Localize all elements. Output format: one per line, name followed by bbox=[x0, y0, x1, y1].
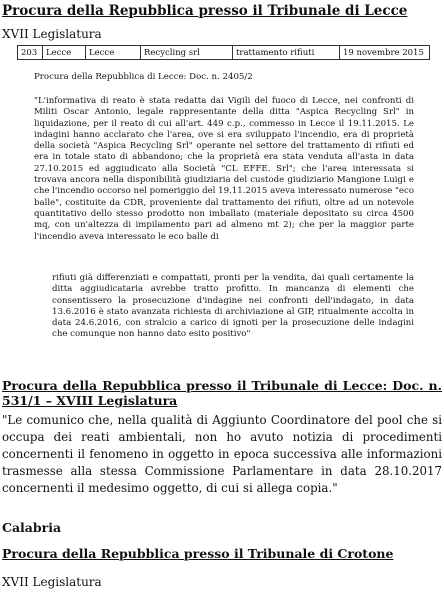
table-cell-city: Lecce bbox=[43, 46, 86, 60]
quote-paragraph-1: "L'informativa di reato è stata redatta dai Vigili del fuoco di Lecce, nei confronti di Militi Oscar Antonio, legale rappresentante della ditta "Aspica Recycling Srl" in liquidazione, per il reato di cui all'art. 449 c.p., commesso in Lecce il 19.11.2015. Le indagini hanno acclarato che l'area, ove si era sviluppato l'incendio, era di proprietà della società "Aspica Recycling Srl" operante nel settore del trattamento di rifiuti ed era in totale stato di abbandono; che la proprietà era stata venduta all'asta in data 27.10.2015 ed aggiudicato alla Società "CL EFFE. Srl"; che l'area interessata si trovava ancora nella disponibilità giudiziaria del custode giudiziario Mangione Luigi e che l'incendio occorso nel pomeriggio del 19.11.2015 aveva interessato numerose "eco balle", costituite da CDR, proveniente dal trattamento dei rifiuti, oltre ad un notevole quantitativo dello stesso prodotto non imballato (materiale depositato su circa 4500 mq, con un'altezza di impilamento pari ad almeno mt 2); che per la maggior parte l'incendio aveva interessato le eco balle di bbox=[34, 96, 415, 242]
section-heading-crotone: Procura della Repubblica presso il Tribunale di Crotone bbox=[2, 546, 394, 561]
table-cell-activity: trattamento rifiuti bbox=[233, 46, 340, 60]
table-cell-number: 203 bbox=[18, 46, 43, 60]
section-heading-lecce: Procura della Repubblica presso il Tribunale di Lecce bbox=[2, 3, 408, 19]
quote-paragraph-2: rifiuti già differenziati e compattati, pronti per la vendita, dai quali certamente la ditta aggiudicataria avrebbe tratto profitto. In mancanza di elementi che consentissero la prosecuzione d'indagine nei confronti dell'indagato, in data 13.6.2016 è stato avanzata richiesta di archiviazione al GIP, ritualmente accolta in data 24.6.2016, con stralcio a carico di ignoti per la prosecuzione delle indagini che comunque non hanno dato esito positivo" bbox=[52, 273, 414, 340]
legislatura-label: XVII Legislatura bbox=[2, 27, 102, 41]
table-cell-company: Recycling srl bbox=[141, 46, 233, 60]
record-table bbox=[17, 45, 430, 60]
quote-paragraph-3: "Le comunico che, nella qualità di Aggiunto Coordinatore del pool che si occupa dei reati ambientali, non ho avuto notizia di procedimenti concernenti il fenomeno in oggetto in epoca successiva alle informazioni trasmesse alla stessa Commissione Parlamentare in data 28.10.2017 concernenti il medesimo oggetto, di cui si allega copia." bbox=[2, 413, 442, 495]
document-reference: Procura della Repubblica di Lecce: Doc. n. 2405/2 bbox=[34, 72, 253, 82]
table-row bbox=[18, 46, 430, 60]
region-heading: Calabria bbox=[2, 520, 62, 535]
table-cell-date: 19 novembre 2015 bbox=[340, 46, 430, 60]
section-heading-lecce-531: Procura della Repubblica presso il Tribunale di Lecce: Doc. n. 531/1 – XVIII Legislatura bbox=[2, 378, 442, 408]
legislatura-label-crotone: XVII Legislatura bbox=[2, 575, 102, 589]
table-cell-province: Lecce bbox=[86, 46, 141, 60]
